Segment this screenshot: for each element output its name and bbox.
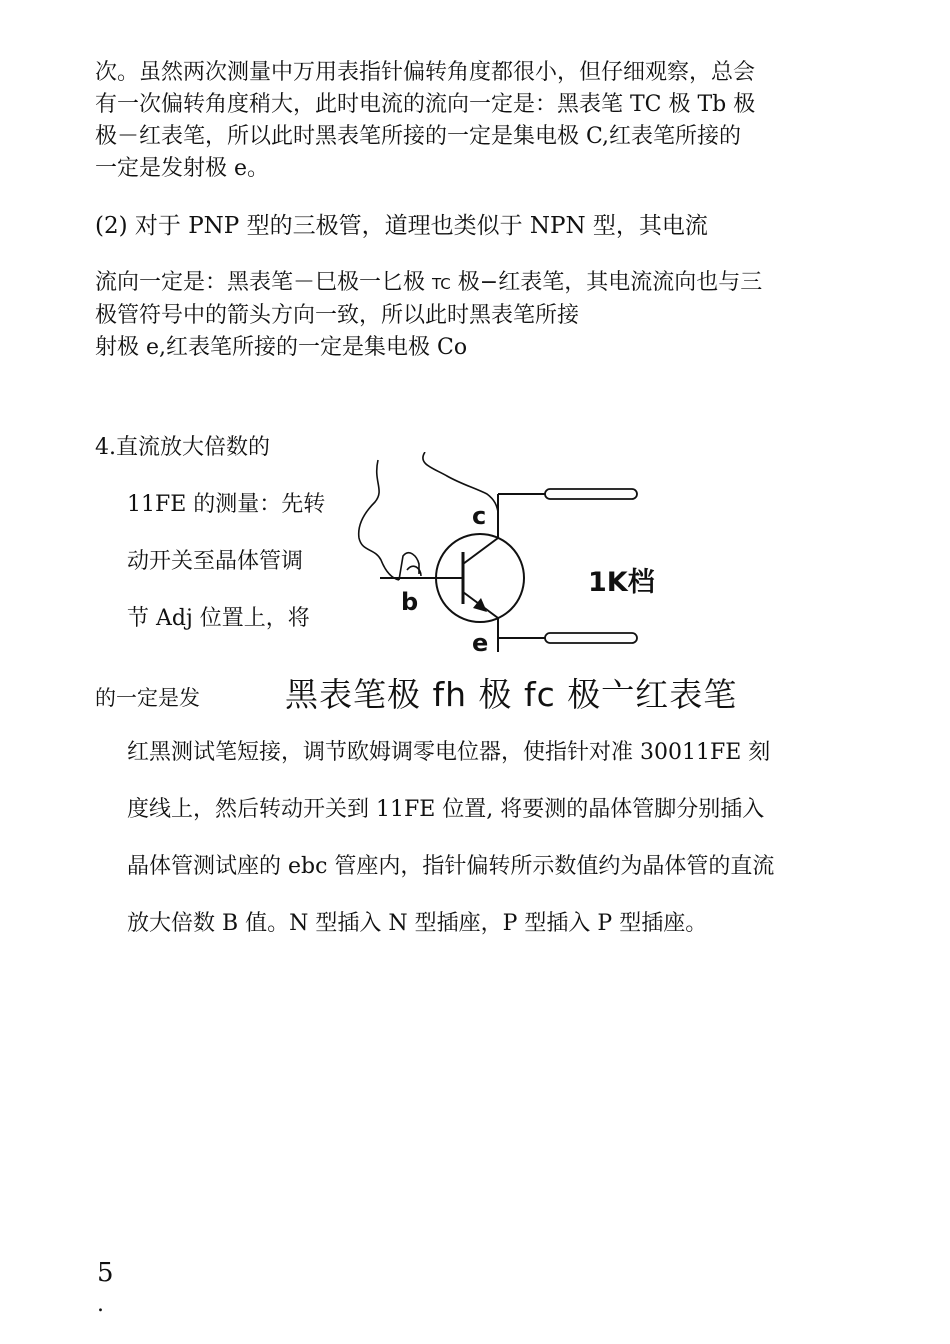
page-number: 5 xyxy=(97,1258,114,1288)
label-emitter: e xyxy=(472,629,489,657)
paragraph-pnp-intro: (2) 对于 PNP 型的三极管，道理也类似于 NPN 型，其电流 xyxy=(95,213,708,239)
text-line: 射极 e,红表笔所接的一定是集电极 Co xyxy=(95,335,468,360)
text-line xyxy=(95,267,855,300)
paragraph-line: 度线上，然后转动开关到 11FE 位置, 将要测的晶体管脚分别插入 xyxy=(127,797,765,822)
collector-diagonal xyxy=(463,538,498,564)
transistor-measurement-figure xyxy=(355,452,685,662)
text-line: 有一次偏转角度稍大，此时电流的流向一定是：黑表笔 TC 极 Tb 极 xyxy=(95,92,756,117)
paragraph-line: 红黑测试笔短接，调节欧姆调零电位器，使指针对准 30011FE 刻 xyxy=(127,740,771,765)
paragraph-line: 晶体管测试座的 ebc 管座内，指针偏转所示数值约为晶体管的直流 xyxy=(127,854,775,879)
section-text-line: 动开关至晶体管调 xyxy=(127,549,304,574)
transistor-symbol xyxy=(380,494,545,652)
text-segment: 极−红表笔，其电流流向也与三 xyxy=(450,270,763,295)
paragraph-npn-explanation xyxy=(95,57,855,185)
label-range: 1K档 xyxy=(588,567,655,598)
text-line-fa: 的一定是发 xyxy=(95,686,200,710)
section-text-line: 11FE 的测量：先转 xyxy=(127,492,326,517)
paragraph-pnp-current xyxy=(95,267,855,364)
text-line: 次。虽然两次测量中万用表指针偏转角度都很小，但仔细观察，总会 xyxy=(95,60,756,85)
large-text-line: 黑表笔极 fh 极 fc 极亠红表笔 xyxy=(285,675,738,714)
text-segment: 流向一定是：黑表笔－巳极一匕极 xyxy=(95,270,432,295)
section-heading: 4.直流放大倍数的 xyxy=(95,435,270,460)
label-base: b xyxy=(401,588,419,616)
probe-red xyxy=(545,489,637,499)
page-number-dot: . xyxy=(97,1292,104,1317)
small-text-segment: TC xyxy=(432,275,451,293)
text-line: 极－红表笔，所以此时黑表笔所接的一定是集电极 C,红表笔所接的 xyxy=(95,124,742,149)
probe-black xyxy=(545,633,637,643)
paragraph-line: 放大倍数 B 值。N 型插入 N 型插座，P 型插入 P 型插座。 xyxy=(127,911,708,936)
text-line: 一定是发射极 e。 xyxy=(95,156,270,181)
label-collector: c xyxy=(472,502,487,530)
section-text-line: 节 Adj 位置上，将 xyxy=(127,606,310,631)
text-line: 极管符号中的箭头方向一致，所以此时黑表笔所接 xyxy=(95,303,580,328)
